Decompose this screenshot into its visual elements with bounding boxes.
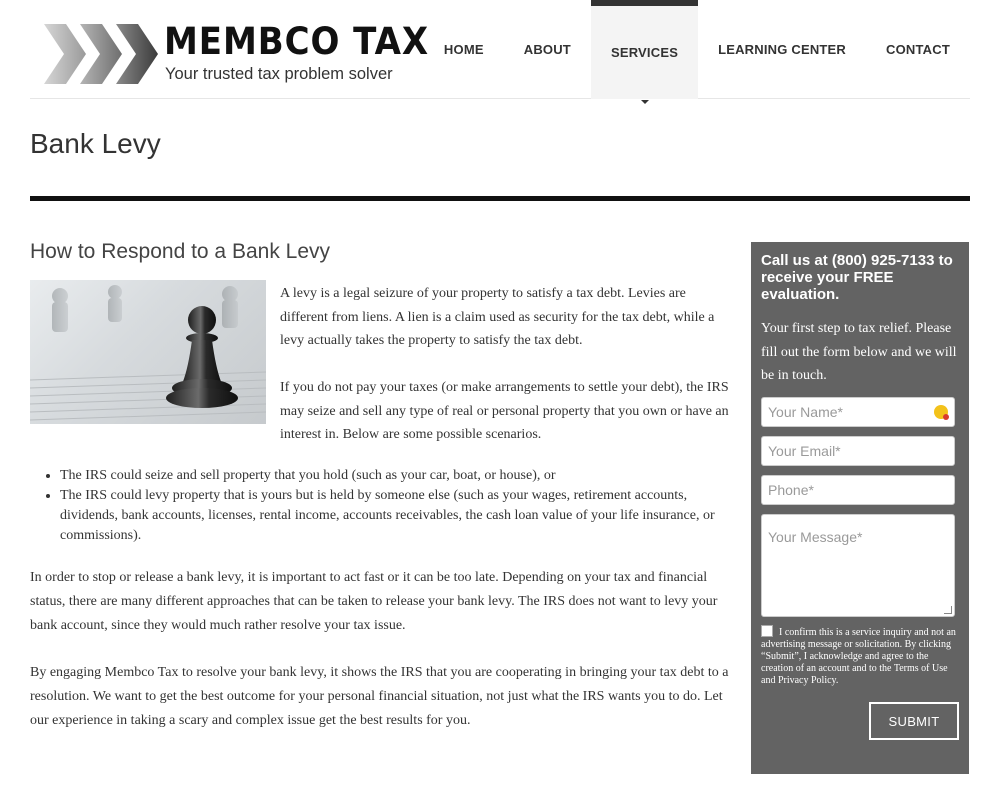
- body-paragraph-2: By engaging Membco Tax to resolve your bank levy, it shows the IRS that you are cooperating in bringing your tax debt to a resolution. We want to get the best outcome for your personal financial situation, not just what the IRS wants you to do. Let our experience in taking a scary and complex issue get the best results for you.: [30, 665, 729, 728]
- autofill-icon[interactable]: [934, 405, 948, 419]
- consent-text: I confirm this is a service inquiry and not an advertising message or solicitation. By clicking “Submit”, I acknowledge and agree to the creation of an account and to the Terms of Use and Privacy Policy.: [761, 626, 956, 686]
- phone-placeholder: Phone*: [768, 481, 814, 498]
- phone-field[interactable]: [761, 475, 955, 505]
- brand-name: MEMBCO TAX: [164, 20, 430, 63]
- evaluation-form-panel: [751, 242, 969, 774]
- name-field[interactable]: [761, 397, 955, 427]
- main-nav: [424, 0, 970, 99]
- chevrons-logo-icon: [44, 24, 162, 84]
- message-placeholder: Your Message*: [768, 528, 863, 545]
- chess-pawn-icon: [30, 280, 266, 424]
- article-intro: [280, 282, 732, 470]
- intro-paragraph-1: A levy is a legal seizure of your property to satisfy a tax debt. Levies are different from liens. A lien is a claim used as security for the tax debt, while a levy actually takes the property to satisfy the tax debt.: [280, 286, 715, 348]
- message-textarea[interactable]: [761, 514, 955, 617]
- intro-paragraph-2: If you do not pay your taxes (or make arrangements to settle your debt), the IRS may seize and sell any type of real or personal property that you own or have an interest in. Below are some possible scenarios.: [280, 380, 729, 442]
- consent-checkbox[interactable]: [761, 625, 773, 637]
- site-header: [30, 0, 970, 99]
- page-title: Bank Levy: [30, 128, 161, 159]
- nav-item-home[interactable]: HOME: [443, 42, 484, 57]
- email-placeholder: Your Email*: [768, 442, 841, 459]
- form-subtext: Your first step to tax relief. Please fill out the form below and we will be in touch.: [761, 321, 957, 383]
- resize-handle-icon[interactable]: [944, 606, 952, 614]
- nav-item-contact[interactable]: CONTACT: [886, 42, 950, 57]
- title-divider: [30, 196, 970, 201]
- form-heading: Call us at (800) 925-7133 to receive your FREE evaluation.: [761, 252, 953, 303]
- list-item: • The IRS could seize and sell property that you hold (such as your car, boat, or house), or: [60, 466, 730, 486]
- chess-pawn-image: [30, 280, 266, 424]
- list-item: • The IRS could levy property that is yours but is held by someone else (such as your wages, retirement accounts, dividends, bank accounts, licenses, rental income, accounts receivables, the cash loan value of your life insurance, or commissions).: [60, 486, 730, 546]
- article-heading: How to Respond to a Bank Levy: [30, 240, 331, 263]
- body-paragraph-1: In order to stop or release a bank levy, it is important to act fast or it can be too late. Depending on your tax and financial status, there are many different approaches that can be taken to release your bank levy. The IRS does not want to levy your bank account, since they would much rather resolve your tax issue.: [30, 570, 718, 633]
- nav-item-about[interactable]: ABOUT: [523, 42, 571, 57]
- nav-item-learning-center[interactable]: LEARNING CENTER: [718, 42, 847, 57]
- submit-button[interactable]: SUBMIT: [869, 702, 959, 740]
- scenario-list: [60, 466, 730, 546]
- site-logo[interactable]: [44, 20, 430, 86]
- name-placeholder: Your Name*: [768, 403, 843, 420]
- consent-row: [761, 625, 959, 687]
- brand-tagline: Your trusted tax problem solver: [165, 64, 393, 83]
- email-field[interactable]: [761, 436, 955, 466]
- nav-item-services[interactable]: SERVICES: [591, 0, 698, 99]
